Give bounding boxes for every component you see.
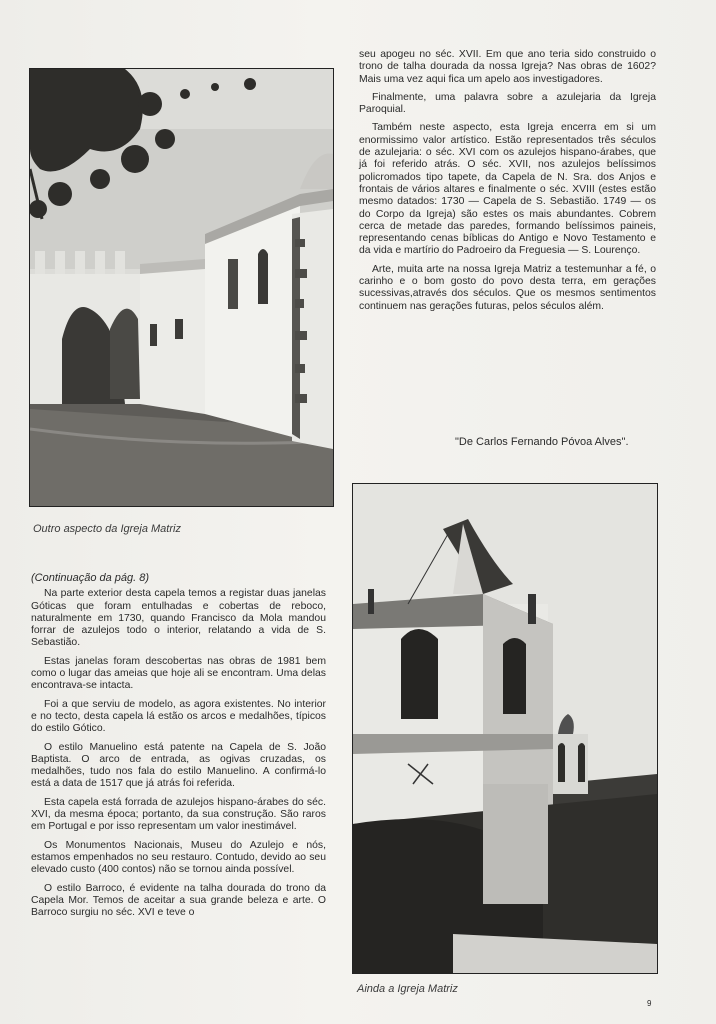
paragraph: Foi a que serviu de modelo, as agora existentes. No interior e no tecto, desta capela lá estão os arcos e medalhões, típicos do estilo Gótico. [31,698,326,735]
paragraph: Os Monumentos Nacionais, Museu do Azulejo e nós, estamos empenhados no seu restauro. Contudo, devido ao seu elevado custo (400 contos) não se tornou ainda possível. [31,839,326,876]
caption-bottom-photo: Ainda a Igreja Matriz [357,983,458,995]
paragraph: O estilo Barroco, é evidente na talha dourada do trono da Capela Mor. Temos de aceitar a sua grande beleza e arte. O Barroco surgiu no séc. XVI e teve o [31,882,326,919]
continuation-note: (Continuação da pág. 8) [31,572,150,584]
author-signature: "De Carlos Fernando Póvoa Alves". [455,436,629,448]
paragraph: Esta capela está forrada de azulejos hispano-árabes do séc. XVI, da mesma época; portanto, da sua construção. São raros em Portugal e por isso representam um valor inestimável. [31,796,326,833]
church-side-photo [29,68,334,507]
bell-tower-photo [352,483,658,974]
paragraph: Estas janelas foram descobertas nas obras de 1981 bem como o lugar das ameias que hoje ali se encontram. Uma delas encontrava-se intacta. [31,655,326,692]
paragraph: Também neste aspecto, esta Igreja encerra em si um enormissimo valor artístico. Estão representados três séculos de azulejaria: o séc. XVI com os azulejos hispano-árabes, que já foi referido atrás. O séc. XVII, nos azulejos belíssimos policromados tipo tapete, da Capela de N. Sra. dos Anjos e frontais de vários altares e finalmente o séc. XVIII (estes estão mesmo datados: 1730 — Capela de S. Sebastião. 1749 — os do Corpo da Igreja) são estes os mais abundantes. Cobrem cerca de metade das paredes, formando belíssimos paineis, representando cenas bíblicas do Antigo e Novo Testamento e da vida e martírio do Padroeiro da Freguesia — S. Lourenço. [359,122,656,257]
paragraph: Finalmente, uma palavra sobre a azulejaria da Igreja Paroquial. [359,91,656,116]
paragraph: Na parte exterior desta capela temos a registar duas janelas Góticas que foram entulhadas e cobertas de reboco, naturalmente em 1730, quando Francisco da Mola mandou forrar de azulejos todo o interior, relatando a vida de S. Sebastião. [31,588,326,649]
page-number: 9 [647,999,652,1008]
caption-top-photo: Outro aspecto da Igreja Matriz [33,523,181,535]
paragraph: Arte, muita arte na nossa Igreja Matriz a testemunhar a fé, o carinho e o bom gosto do povo desta terra, em gerações sucessivas,através dos séculos. Que os mesmos sentimentos continuem nas gerações futuras, pelos séculos além. [359,263,656,312]
article-left-column [31,572,326,925]
paragraph: seu apogeu no séc. XVII. Em que ano teria sido construido o trono de talha dourada da nossa Igreja? Nas obras de 1602? Mais uma vez aqui fica um apelo aos investigadores. [359,49,656,85]
paragraph: O estilo Manuelino está patente na Capela de S. João Baptista. O arco de entrada, as ogivas cruzadas, os medalhões, tudo nos fala do estilo Manuelino. A confirmá-lo está a data de 1517 que já atrás foi referida. [31,741,326,790]
article-right-column [359,49,656,319]
